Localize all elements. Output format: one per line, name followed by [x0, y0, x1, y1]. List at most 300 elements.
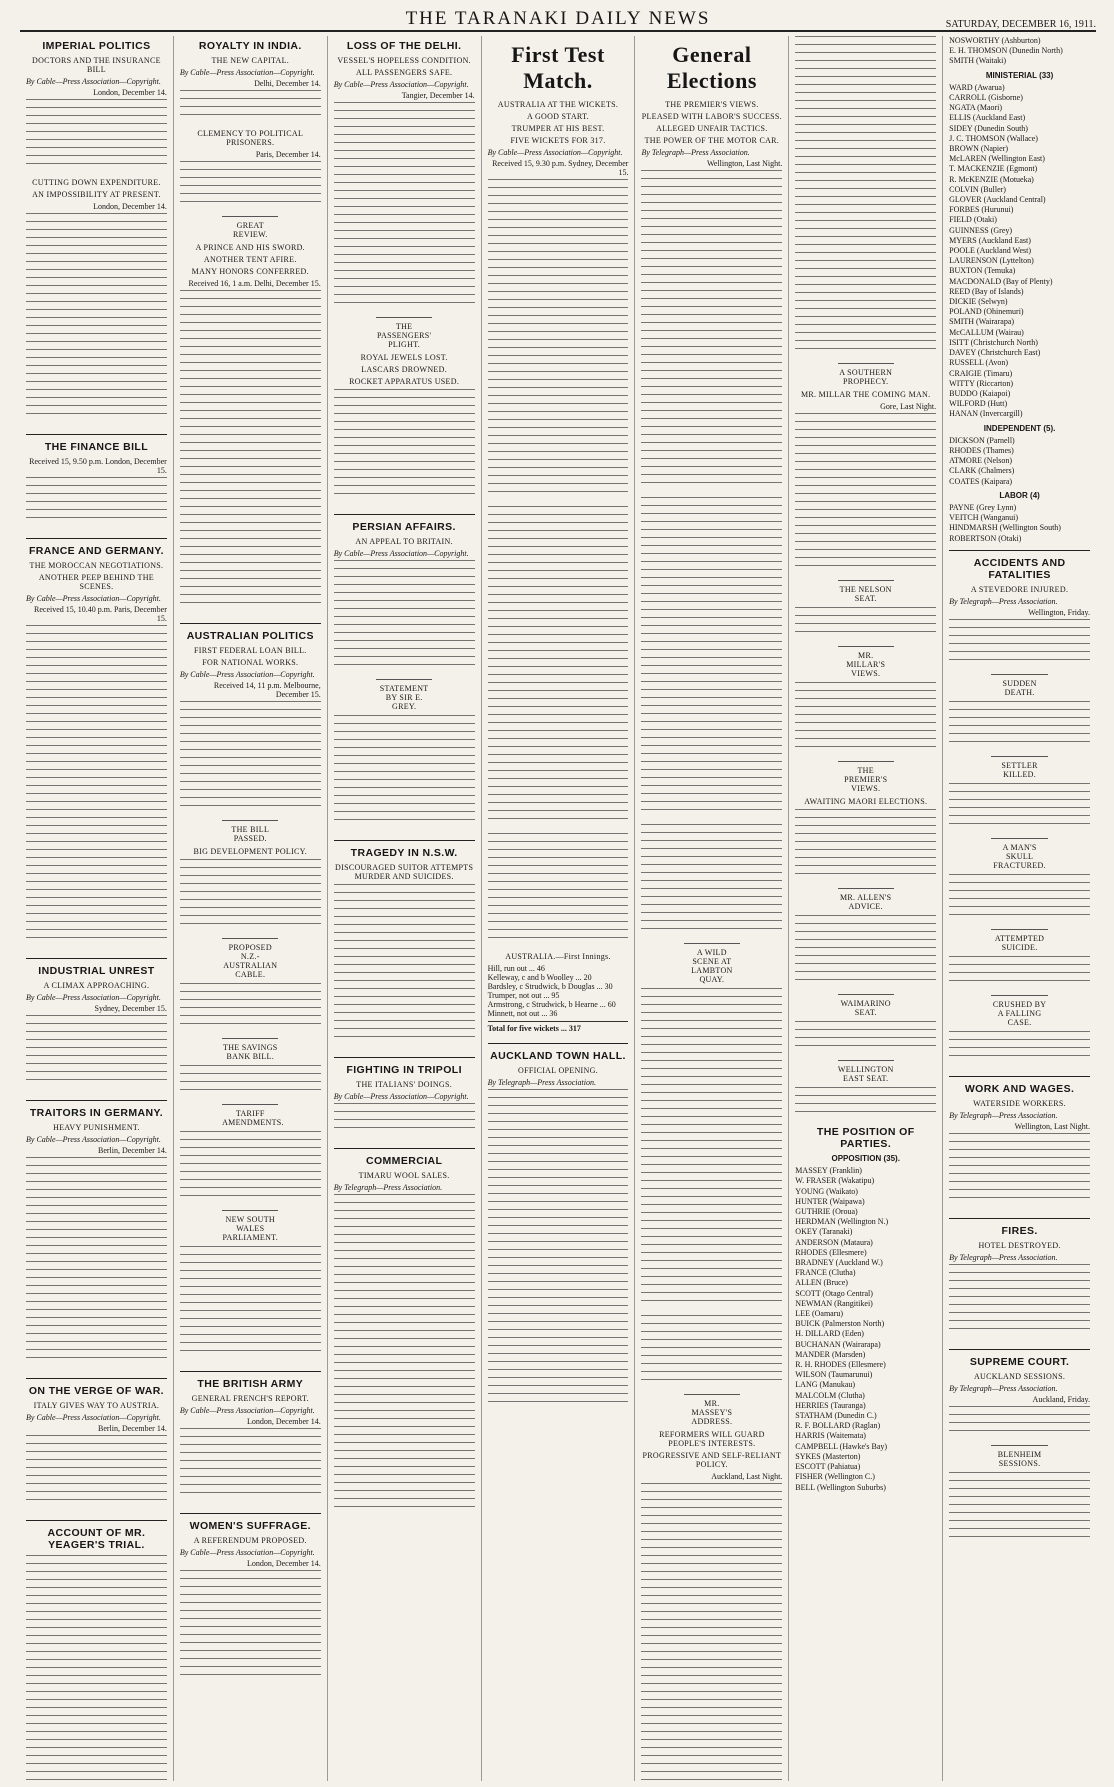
yeager-trial-article — [26, 1527, 167, 1781]
member-name: ELLIS (Auckland East) — [949, 113, 1026, 123]
body-text — [334, 389, 475, 501]
byline: By Cable—Press Association—Copyright. — [179, 68, 315, 77]
member-name: WILSON (Taumarunui) — [795, 1370, 873, 1380]
dateline: Delhi, December 14. — [254, 79, 321, 88]
body-text — [488, 833, 629, 945]
subheadline: STATEMENT BY SIR E. GREY. — [376, 679, 432, 711]
byline: By Cable—Press Association—Copyright. — [26, 594, 161, 603]
body-text — [949, 701, 1090, 749]
member-name: COATES (Kaipara) — [949, 476, 1013, 486]
byline: By Cable—Press Association—Copyright. — [179, 1406, 315, 1415]
byline: By Telegraph—Press Association. — [949, 1110, 1058, 1120]
masthead-date: SATURDAY, DECEMBER 16, 1911. — [945, 19, 1096, 30]
score-row: Bardsley, c Strudwick, b Douglas ... 30 — [487, 982, 613, 991]
body-text — [26, 213, 167, 421]
body-text — [334, 884, 475, 1044]
member-name: YOUNG (Waikato) — [795, 1186, 858, 1196]
body-text — [641, 988, 782, 1308]
subheadline: A WILD SCENE AT LAMBTON QUAY. — [684, 943, 740, 984]
france-germany-article — [26, 545, 167, 959]
dateline: Received 16, 1 a.m. Delhi, December 15. — [188, 279, 321, 288]
body-text — [26, 1435, 167, 1507]
member-name: J. C. THOMSON (Wallace) — [949, 133, 1038, 143]
member-name: DICKIE (Selwyn) — [949, 297, 1008, 307]
member-name: WILFORD (Hutt) — [949, 399, 1008, 409]
list-header: INDEPENDENT (5). — [983, 423, 1056, 433]
body-text — [795, 36, 936, 356]
subheadline: CLEMENCY TO POLITICAL PRISONERS. — [197, 129, 304, 147]
subheadline: THE PREMIER'S VIEWS. — [838, 761, 894, 793]
body-text — [180, 859, 321, 931]
opposition-names-continued — [949, 36, 1090, 67]
subheadline: ROYAL JEWELS LOST. — [360, 353, 448, 362]
member-name: HERDMAN (Wellington N.) — [795, 1217, 889, 1227]
traitors-germany-article — [26, 1107, 167, 1379]
byline: By Telegraph—Press Association. — [333, 1183, 443, 1192]
member-name: McLAREN (Wellington East) — [949, 154, 1045, 164]
subheadline: NEW SOUTH WALES PARLIAMENT. — [222, 1210, 278, 1242]
position-of-parties — [795, 1126, 936, 1493]
member-name: CARROLL (Gisborne) — [949, 93, 1023, 103]
member-name: PAYNE (Grey Lynn) — [949, 502, 1017, 512]
member-name: BELL (Wellington Suburbs) — [795, 1482, 886, 1492]
subheadline: VESSEL'S HOPELESS CONDITION. — [337, 56, 471, 65]
dateline: London, December 14. — [246, 1559, 321, 1568]
member-name: HARRIS (Waitemata) — [795, 1431, 866, 1441]
persian-affairs-article — [334, 521, 475, 841]
body-text — [488, 179, 629, 499]
subheadline: A REFERENDUM PROPOSED. — [193, 1536, 307, 1545]
dateline: Received 15, 10.40 p.m. Paris, December 15. — [34, 605, 167, 623]
member-name: R. McKENZIE (Motueka) — [949, 174, 1034, 184]
body-text — [488, 1089, 629, 1409]
party-list — [949, 36, 1090, 544]
scorecard-title: AUSTRALIA.—First Innings. — [505, 952, 611, 961]
headline: FRANCE AND GERMANY. — [28, 545, 164, 557]
member-name: ROBERTSON (Otaki) — [949, 533, 1022, 543]
body-text — [180, 161, 321, 209]
party-list — [795, 1154, 936, 1493]
subheadline: CRUSHED BY A FALLING CASE. — [991, 995, 1047, 1027]
member-name: H. DILLARD (Eden) — [795, 1329, 864, 1339]
member-name: ANDERSON (Mataura) — [795, 1237, 873, 1247]
member-name: GUINNESS (Grey) — [949, 225, 1013, 235]
byline: By Telegraph—Press Association. — [949, 1383, 1058, 1393]
subheadline: THE MOROCCAN NEGOTIATIONS. — [29, 561, 164, 570]
member-name: SYKES (Masterton) — [795, 1451, 861, 1461]
headline: IMPERIAL POLITICS — [42, 40, 151, 52]
body-text — [26, 1015, 167, 1087]
first-test-match-article — [488, 42, 629, 1044]
body-text — [949, 1031, 1090, 1063]
subheadline: OFFICIAL OPENING. — [518, 1066, 598, 1075]
member-name: SMITH (Wairarapa) — [949, 317, 1015, 327]
headline: WOMEN'S SUFFRAGE. — [189, 1520, 311, 1532]
subheadline: THE NELSON SEAT. — [838, 580, 894, 603]
byline: By Cable—Press Association—Copyright. — [487, 148, 623, 157]
member-name: MYERS (Auckland East) — [949, 235, 1031, 245]
tragedy-nsw-article — [334, 847, 475, 1058]
member-name: CLARK (Chalmers) — [949, 466, 1015, 476]
general-elections-article — [641, 42, 782, 1781]
subheadline: WELLINGTON EAST SEAT. — [838, 1060, 894, 1083]
columns — [20, 36, 1096, 1781]
independent-names — [949, 436, 1090, 487]
subheadline: FOR NATIONAL WORKS. — [202, 658, 299, 667]
column-2 — [174, 36, 328, 1781]
dateline: London, December 14. — [93, 88, 167, 97]
body-text — [795, 1087, 936, 1119]
industrial-unrest-article — [26, 965, 167, 1101]
subheadline: THE BILL PASSED. — [222, 820, 278, 843]
body-text — [26, 625, 167, 945]
score-row: Kelleway, c and b Woolley ... 20 — [487, 973, 592, 982]
member-name: SCOTT (Otago Central) — [795, 1288, 873, 1298]
body-text — [180, 1246, 321, 1358]
member-name: RHODES (Ellesmere) — [795, 1247, 867, 1257]
subheadline: A SOUTHERN PROPHECY. — [838, 363, 894, 386]
subheadline: HOTEL DESTROYED. — [978, 1240, 1061, 1250]
subheadline: FIRST FEDERAL LOAN BILL. — [194, 646, 307, 655]
headline: WORK AND WAGES. — [964, 1082, 1075, 1095]
body-text — [949, 874, 1090, 922]
headline: INDUSTRIAL UNREST — [38, 965, 155, 977]
supreme-court-article — [949, 1356, 1090, 1544]
subheadline: BIG DEVELOPMENT POLICY. — [193, 847, 308, 856]
column-5 — [635, 36, 789, 1781]
member-name: R. H. RHODES (Ellesmere) — [795, 1360, 886, 1370]
body-text — [949, 619, 1090, 667]
subheadline: CUTTING DOWN EXPENDITURE. — [32, 178, 161, 187]
member-name: LANG (Manukau) — [795, 1380, 856, 1390]
headline: AUCKLAND TOWN HALL. — [490, 1050, 626, 1062]
subheadline: ANOTHER TENT AFIRE. — [203, 255, 297, 264]
masthead-title: THE TARANAKI DAILY NEWS — [405, 8, 711, 29]
byline: By Cable—Press Association—Copyright. — [26, 1413, 161, 1422]
dateline: London, December 14. — [246, 1417, 321, 1426]
subheadline: THE SAVINGS BANK BILL. — [222, 1038, 278, 1061]
body-text — [180, 1428, 321, 1500]
subheadline: LASCARS DROWNED. — [361, 365, 447, 374]
subheadline: A CLIMAX APPROACHING. — [43, 981, 150, 990]
subheadline: HEAVY PUNISHMENT. — [53, 1123, 140, 1132]
byline: By Telegraph—Press Association. — [949, 1252, 1058, 1262]
subheadline: A GOOD START. — [527, 112, 589, 121]
subheadline: MR. ALLEN'S ADVICE. — [838, 888, 894, 911]
subheadline: TARIFF AMENDMENTS. — [222, 1104, 278, 1127]
body-text — [641, 497, 782, 817]
subheadline: WATERSIDE WORKERS. — [973, 1098, 1066, 1108]
fires-article — [949, 1225, 1090, 1350]
member-name: MACDONALD (Bay of Plenty) — [949, 276, 1053, 286]
member-name: NEWMAN (Rangitikei) — [795, 1298, 873, 1308]
headline: THE POSITION OF PARTIES. — [816, 1126, 915, 1150]
subheadline: MANY HONORS CONFERRED. — [191, 267, 309, 276]
subheadline: A STEVEDORE INJURED. — [970, 584, 1069, 594]
verge-of-war-article — [26, 1385, 167, 1521]
masthead — [20, 8, 1096, 32]
member-name: WITTY (Riccarton) — [949, 378, 1014, 388]
subheadline: ATTEMPTED SUICIDE. — [991, 929, 1047, 952]
member-name: T. MACKENZIE (Egmont) — [949, 164, 1038, 174]
womens-suffrage-article — [180, 1520, 321, 1682]
dateline: Wellington, Friday. — [1028, 607, 1091, 617]
member-name: HANAN (Invercargill) — [949, 409, 1023, 419]
body-text — [641, 1483, 782, 1781]
body-text — [488, 506, 629, 826]
accidents-article — [949, 557, 1090, 1077]
member-name: ISITT (Christchurch North) — [949, 337, 1038, 347]
byline: By Telegraph—Press Association. — [487, 1078, 596, 1087]
byline: By Cable—Press Association—Copyright. — [333, 80, 469, 89]
headline: First Test Match. — [511, 42, 605, 93]
ministerial-list — [949, 36, 1090, 551]
subheadline: ROCKET APPARATUS USED. — [349, 377, 460, 386]
headline: FIGHTING IN TRIPOLI — [346, 1064, 462, 1076]
body-text — [180, 90, 321, 122]
subheadline: DISCOURAGED SUITOR ATTEMPTS MURDER AND SUICIDES. — [335, 863, 474, 881]
member-name: BRADNEY (Auckland W.) — [795, 1258, 883, 1268]
column-7 — [943, 36, 1096, 1781]
dateline: Paris, December 14. — [255, 150, 321, 159]
dateline: Received 15, 9.30 p.m. Sydney, December 15. — [492, 159, 629, 177]
member-name: MANDER (Marsden) — [795, 1349, 866, 1359]
column-4 — [482, 36, 636, 1781]
member-name: MASSEY (Franklin) — [795, 1166, 862, 1176]
column-6 — [789, 36, 943, 1781]
body-text — [334, 102, 475, 310]
commercial-article — [334, 1155, 475, 1514]
member-name: POLAND (Ohinemuri) — [949, 307, 1024, 317]
body-text — [26, 99, 167, 171]
headline: THE FINANCE BILL — [44, 441, 149, 453]
member-name: BUDDO (Kaiapoi) — [949, 388, 1011, 398]
finance-bill-article — [26, 441, 167, 539]
subheadline: SETTLER KILLED. — [991, 756, 1047, 779]
dateline: Berlin, December 14. — [97, 1146, 167, 1155]
body-text — [795, 1021, 936, 1053]
body-text — [949, 1472, 1090, 1544]
dateline: Tangier, December 14. — [401, 91, 475, 100]
dateline: London, December 14. — [93, 202, 167, 211]
dateline: Wellington, Last Night. — [1014, 1121, 1091, 1131]
headline: ACCIDENTS AND FATALITIES — [973, 556, 1066, 581]
member-name: HUNTER (Waipawa) — [795, 1196, 865, 1206]
body-text — [949, 1264, 1090, 1336]
body-text — [180, 701, 321, 813]
subheadline: PROPOSED N.Z.-AUSTRALIAN CABLE. — [222, 938, 278, 979]
score-row: Armstrong, c Strudwick, b Hearne ... 60 — [487, 1000, 616, 1009]
member-name: LEE (Oamaru) — [795, 1309, 844, 1319]
member-name: FISHER (Wellington C.) — [795, 1472, 875, 1482]
member-name: SMITH (Waitaki) — [949, 56, 1007, 66]
subheadline: TRUMPER AT HIS BEST. — [511, 124, 605, 133]
member-name: FORBES (Hurunui) — [949, 205, 1014, 215]
member-name: VEITCH (Wanganui) — [949, 513, 1019, 523]
headline: ACCOUNT OF MR. YEAGER'S TRIAL. — [47, 1527, 146, 1551]
column-3 — [328, 36, 482, 1781]
subheadline: PROGRESSIVE AND SELF-RELIANT POLICY. — [642, 1451, 782, 1469]
headline: ROYALTY IN INDIA. — [198, 40, 302, 52]
headline: General Elections — [666, 42, 757, 93]
subheadline: THE NEW CAPITAL. — [211, 56, 290, 65]
body-text — [26, 1157, 167, 1365]
royalty-india-article — [180, 40, 321, 624]
headline: THE BRITISH ARMY — [197, 1378, 304, 1390]
work-wages-article — [949, 1083, 1090, 1219]
member-name: RHODES (Thames) — [949, 445, 1014, 455]
subheadline: A PRINCE AND HIS SWORD. — [195, 243, 305, 252]
member-name: HERRIES (Tauranga) — [795, 1400, 866, 1410]
dateline: Sydney, December 15. — [94, 1004, 167, 1013]
opposition-names — [795, 1166, 936, 1493]
member-name: BUICK (Palmerston North) — [795, 1319, 885, 1329]
subheadline: GENERAL FRENCH'S REPORT. — [191, 1394, 309, 1403]
member-name: NOSWORTHY (Ashburton) — [949, 36, 1041, 45]
body-text — [949, 1406, 1090, 1438]
column-1 — [20, 36, 174, 1781]
headline: AUSTRALIAN POLITICS — [186, 630, 314, 642]
subheadline: MR. MASSEY'S ADDRESS. — [684, 1394, 740, 1426]
subheadline: DOCTORS AND THE INSURANCE BILL — [32, 56, 161, 74]
australian-politics-article — [180, 630, 321, 1372]
labor-names — [949, 503, 1090, 544]
subheadline: MR. MILLAR THE COMING MAN. — [801, 390, 931, 399]
body-text — [949, 956, 1090, 988]
member-name: OKEY (Taranaki) — [795, 1227, 853, 1237]
member-name: FRANCE (Clutha) — [795, 1268, 856, 1278]
member-name: ALLEN (Bruce) — [795, 1278, 848, 1288]
scorecard — [488, 952, 629, 1033]
body-text — [641, 824, 782, 936]
member-name: CAMPBELL (Hawke's Bay) — [795, 1441, 888, 1451]
byline: By Cable—Press Association—Copyright. — [26, 993, 161, 1002]
subheadline: ITALY GIVES WAY TO AUSTRIA. — [33, 1401, 160, 1410]
subheadline: ALL PASSENGERS SAFE. — [355, 68, 453, 77]
body-text — [795, 682, 936, 754]
member-name: E. H. THOMSON (Dunedin North) — [949, 46, 1063, 56]
headline: PERSIAN AFFAIRS. — [352, 521, 456, 533]
subheadline: AN IMPOSSIBILITY AT PRESENT. — [32, 190, 161, 199]
subheadline: GREAT REVIEW. — [222, 216, 278, 239]
member-name: STATHAM (Dunedin C.) — [795, 1411, 877, 1421]
body-text — [334, 1103, 475, 1135]
subheadline: BLENHEIM SESSIONS. — [991, 1445, 1047, 1468]
dateline: Auckland, Friday. — [1032, 1394, 1091, 1404]
body-text — [180, 290, 321, 610]
subheadline: TIMARU WOOL SALES. — [358, 1171, 450, 1180]
body-text — [26, 477, 167, 525]
body-text — [334, 560, 475, 672]
imperial-politics-article — [26, 40, 167, 435]
body-text — [334, 1194, 475, 1514]
member-name: MALCOLM (Clutha) — [795, 1390, 865, 1400]
member-name: BUXTON (Temuka) — [949, 266, 1016, 276]
byline: By Telegraph—Press Association. — [949, 596, 1058, 606]
body-text — [180, 983, 321, 1031]
member-name: HINDMARSH (Wellington South) — [949, 523, 1061, 533]
score-row: Trumper, not out ... 95 — [487, 991, 560, 1000]
score-total: Total for five wickets ... 317 — [488, 1021, 629, 1033]
member-name: W. FRASER (Wakatipu) — [795, 1176, 875, 1186]
ministerial-names — [949, 83, 1090, 420]
member-name: SIDEY (Dunedin South) — [949, 123, 1028, 133]
subheadline: FIVE WICKETS FOR 317. — [510, 136, 606, 145]
subheadline: SUDDEN DEATH. — [991, 674, 1047, 697]
dateline: Received 14, 11 p.m. Melbourne, December 15. — [213, 681, 321, 699]
headline: COMMERCIAL — [365, 1155, 443, 1167]
body-text — [795, 413, 936, 573]
headline: LOSS OF THE DELHI. — [346, 40, 462, 52]
body-text — [334, 715, 475, 827]
dateline: Received 15, 9.50 p.m. London, December 15. — [29, 457, 167, 475]
subheadline: ANOTHER PEEP BEHIND THE SCENES. — [38, 573, 154, 591]
loss-of-delhi-article — [334, 40, 475, 515]
member-name: ESCOTT (Pahiatua) — [795, 1462, 861, 1472]
member-name: CRAIGIE (Timaru) — [949, 368, 1013, 378]
member-name: BUCHANAN (Wairarapa) — [795, 1339, 881, 1349]
body-text — [795, 809, 936, 881]
member-name: DAVEY (Christchurch East) — [949, 348, 1041, 358]
member-name: BROWN (Napier) — [949, 144, 1009, 154]
subheadline: MR. MILLAR'S VIEWS. — [838, 646, 894, 678]
subheadline: AWAITING MAORI ELECTIONS. — [804, 797, 928, 806]
member-name: McCALLUM (Wairau) — [949, 327, 1024, 337]
list-header: OPPOSITION (35). — [831, 1154, 900, 1163]
headline: SUPREME COURT. — [969, 1355, 1070, 1368]
list-header: LABOR (4) — [999, 490, 1040, 500]
member-name: NGATA (Maori) — [949, 103, 1003, 113]
body-text — [795, 915, 936, 987]
headline: TRAITORS IN GERMANY. — [29, 1107, 164, 1119]
dateline: Gore, Last Night. — [880, 402, 937, 411]
list-header: MINISTERIAL (33) — [985, 70, 1054, 80]
body-text — [180, 1131, 321, 1203]
member-name: DICKSON (Parnell) — [949, 435, 1015, 445]
subheadline: A MAN'S SKULL FRACTURED. — [991, 838, 1047, 870]
member-name: R. F. BOLLARD (Raglan) — [795, 1421, 881, 1431]
body-text — [180, 1570, 321, 1682]
member-name: REED (Bay of Islands) — [949, 286, 1024, 296]
member-name: RUSSELL (Avon) — [949, 358, 1009, 368]
member-name: POOLE (Auckland West) — [949, 246, 1032, 256]
member-name: WARD (Awarua) — [949, 82, 1005, 92]
body-text — [949, 1133, 1090, 1205]
headline: TRAGEDY IN N.S.W. — [350, 847, 458, 859]
byline: By Cable—Press Association—Copyright. — [333, 549, 469, 558]
dateline: Wellington, Last Night. — [706, 159, 783, 168]
subheadline: ALLEGED UNFAIR TACTICS. — [656, 124, 768, 133]
subheadline: REFORMERS WILL GUARD PEOPLE'S INTERESTS. — [659, 1430, 765, 1448]
body-text — [180, 1065, 321, 1097]
headline: ON THE VERGE OF WAR. — [28, 1385, 165, 1397]
fighting-tripoli-article — [334, 1064, 475, 1149]
member-name: GLOVER (Auckland Central) — [949, 195, 1046, 205]
subheadline: AUSTRALIA AT THE WICKETS. — [497, 100, 619, 109]
body-text — [641, 1315, 782, 1387]
elections-continued — [795, 36, 936, 1119]
byline: By Telegraph—Press Association. — [641, 148, 750, 157]
subheadline: THE POWER OF THE MOTOR CAR. — [644, 136, 780, 145]
subheadline: AUCKLAND SESSIONS. — [973, 1371, 1066, 1381]
byline: By Cable—Press Association—Copyright. — [179, 670, 315, 679]
body-text — [949, 783, 1090, 831]
byline: By Cable—Press Association—Copyright. — [26, 77, 161, 86]
subheadline: WAIMARINO SEAT. — [838, 994, 894, 1017]
member-name: GUTHRIE (Oroua) — [795, 1207, 858, 1217]
headline: FIRES. — [1001, 1224, 1038, 1237]
body-text — [26, 1555, 167, 1781]
